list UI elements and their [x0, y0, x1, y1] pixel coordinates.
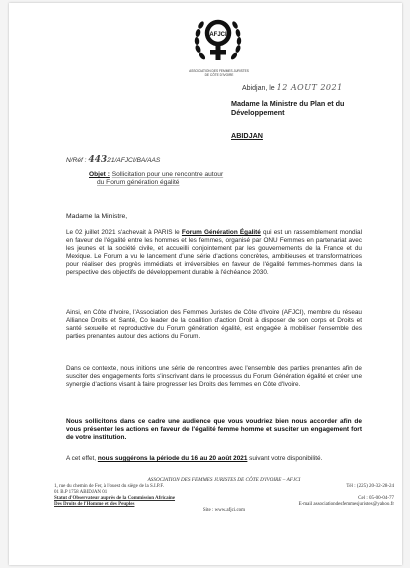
addressee-line2: Développement [231, 108, 285, 117]
handwritten-date: 12 AOUT 2021 [276, 83, 343, 92]
footer-heading: ASSOCIATION DES FEMMES JURISTES DE CÔTE D'IVOIRE – AFJCI [147, 477, 301, 483]
paragraph-3: Dans ce contexte, nous initions une série de rencontres avec l'ensemble des parties prenantes afin de susciter des engagements forts s'inscrivant dans le processus du Forum Génération égalité et créer une synergie d'actions visant à faire progresser les Droits des femmes en Côte d'Ivoire. [66, 365, 362, 389]
footer-status-line2: Des Droits de l'Homme et des Peuples [54, 502, 135, 508]
ref-number: 443 [88, 155, 108, 165]
p5-text-a: A cet effet, [66, 455, 98, 462]
svg-text:AFJCI: AFJCI [209, 32, 227, 38]
footer-email[interactable]: E-mail associationdesfemmesjuristes@yahoo.fr [298, 502, 394, 508]
footer-bp: 01 B.P 1758 ABIDJAN 01 [54, 490, 108, 496]
letter-page [9, 3, 402, 565]
footer [54, 477, 394, 515]
addressee-line1: Madame la Ministre du Plan et du [231, 99, 345, 108]
p1-text-a: Le 02 juillet 2021 s'achevait à PARIS le [66, 229, 182, 236]
place: Abidjan, le [242, 85, 275, 92]
object-line1: Sollicitation pour une rencontre autour [111, 171, 224, 178]
addressee-block [231, 99, 391, 117]
object-block: Objet : Sollicitation pour une rencontre autour du Forum génération égalité [89, 171, 224, 187]
object-line2: du Forum génération égalité [97, 179, 180, 187]
ref-prefix: N/Réf : [66, 157, 87, 164]
p1-highlight: Forum Génération Égalité [181, 229, 261, 236]
reference-line [66, 155, 160, 165]
footer-status-line1: Statut d'Observateur auprès de la Commission Africaine [54, 496, 176, 502]
footer-tel: Tél : (225) 20-32-28-24 [346, 484, 394, 490]
paragraph-4-request: Nous sollicitons dans ce cadre une audience que vous voudriez bien nous accorder afin de vous présenter les actions en faveur de l'égalité femme homme et susciter un engagement fort de votre institution. [66, 418, 362, 442]
place-date [242, 83, 343, 92]
paragraph-2: Ainsi, en Côte d'Ivoire, l'Association des Femmes Juristes de Côte d'Ivoire (AFJCI), membre du réseau Alliance Droits et Santé, Co leader de la coalition d'action Droit à disposer de son corps et Droits et santé sexuelle et reproductive du Forum génération égalité, est engagée à mobiliser l'ensemble des parties prenantes autour des actions du Forum. [66, 309, 362, 341]
footer-address: 1, rue du chemin de Fer, à l'ouest du siège de la S.I.P.F. [54, 484, 165, 490]
footer-cel: Cel : 05-00-04-77 [358, 496, 394, 502]
addressee-city: ABIDJAN [231, 131, 263, 140]
salutation: Madame la Ministre, [66, 213, 128, 220]
object-label: Objet [89, 171, 106, 178]
logo-caption-line2: DE CÔTE D'IVOIRE [204, 73, 234, 77]
p5-text-b: suivant votre disponibilité. [247, 455, 323, 462]
logo-caption-line1: ASSOCIATION DES FEMMES JURISTES [189, 69, 249, 73]
paragraph-1 [66, 229, 362, 278]
logo-caption [159, 69, 279, 77]
afjci-logo [192, 9, 244, 77]
p5-period: nous suggérons la période du 16 au 20 août 2021 [97, 455, 248, 462]
p1-text-b: qui est un rassemblement mondial en faveur de l'égalité entre les hommes et les femmes, organisé par ONU Femmes en partenariat avec les jeunes et la société civile, et accueilli conjointement par les gouvernements de la France et du Mexique. Le Forum a vu le lancement d'une série d'actions concrètes, ambitieuses et transformatrices pour réaliser des progrès immédiats et irréversibles en faveur de l'égalité femmes-hommes dans la perspective des objectifs de développement durable à l'échéance 2030. [66, 229, 363, 277]
footer-website[interactable]: Site : www.afjci.com [202, 508, 246, 514]
paragraph-5 [66, 455, 362, 463]
ref-suffix: 21/AFJCI/BA/AAS [107, 157, 161, 164]
